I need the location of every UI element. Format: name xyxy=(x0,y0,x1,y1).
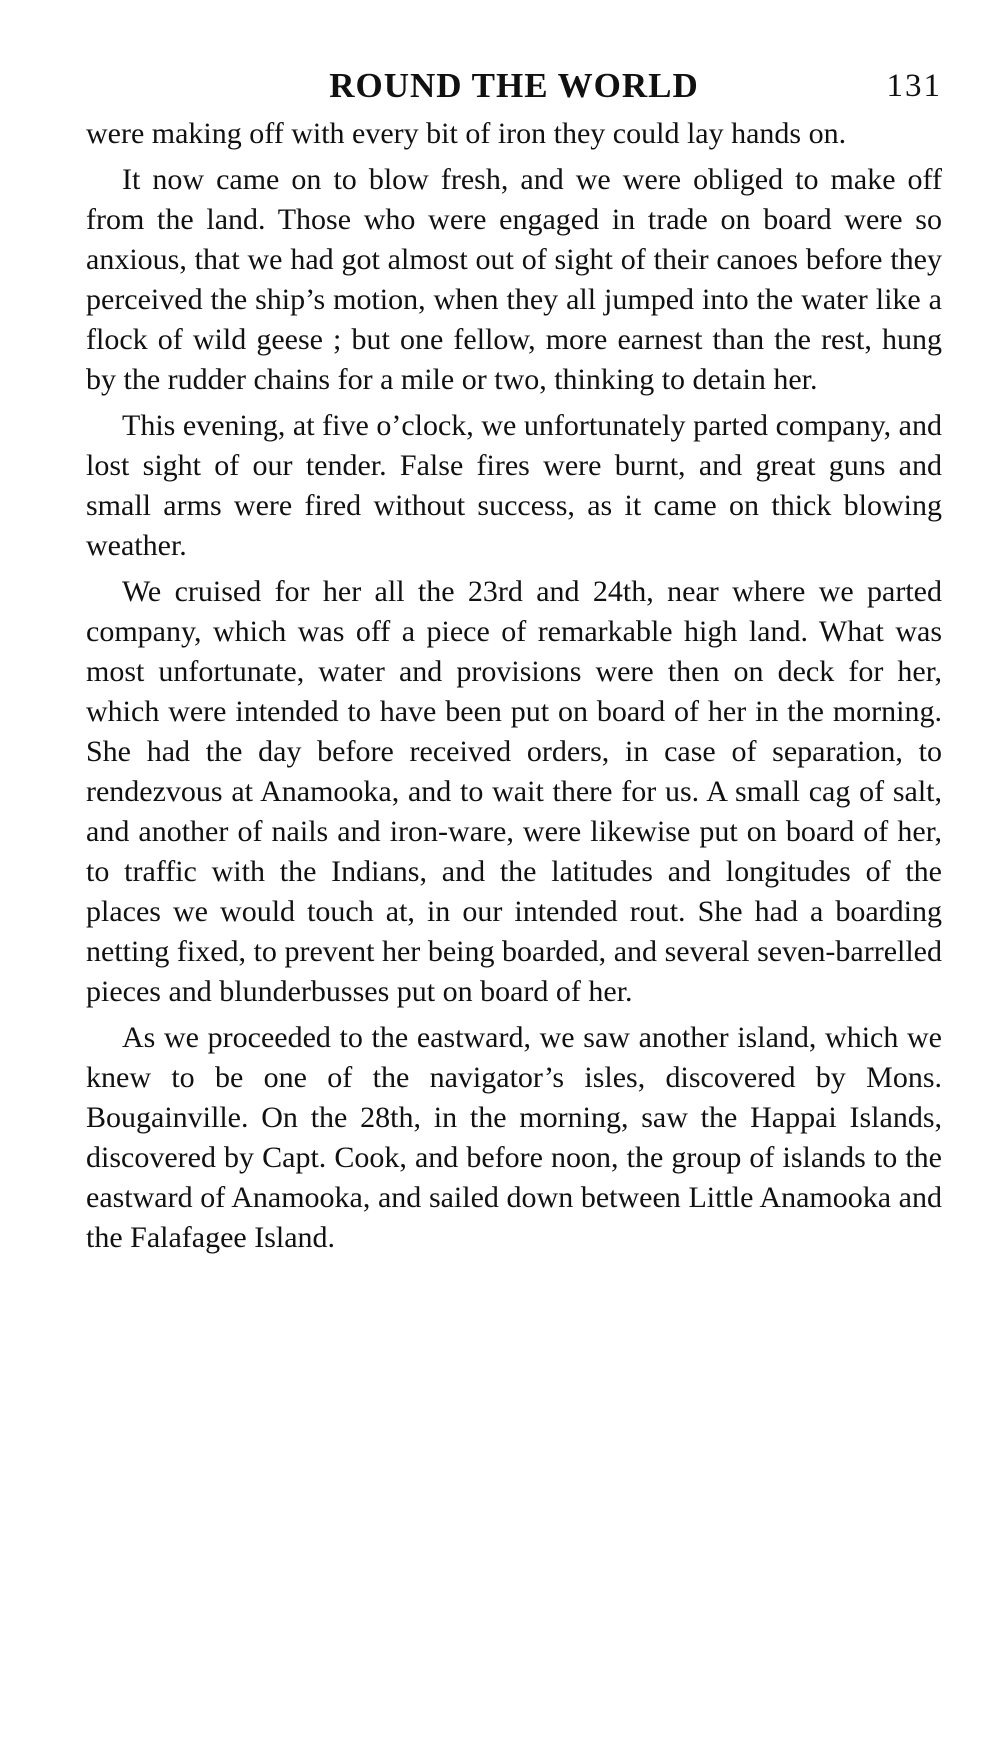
page-number: 131 xyxy=(886,68,942,104)
paragraph-eastward: As we proceeded to the eastward, we saw another island, which we knew to be one of the navigator’s isles, discovered by Mons. Bougainville. On the 28th, in the morning, saw the Happai Islands, discovered by Capt. Cook, and before noon, the group of islands to the eastward of Anamooka, and sailed down between Little Anamooka and the Falafagee Island. xyxy=(86,1021,942,1254)
running-header xyxy=(86,60,942,108)
paragraph-cruised: We cruised for her all the 23rd and 24th, near where we parted company, which was off a piece of remarkable high land. What was most unfortunate, water and provisions were then on deck for her, which were intended to have been put on board of her in the morning. She had the day before received orders, in case of separation, to rendezvous at Anamooka, and to wait there for us. A small cag of salt, and another of nails and iron-ware, were likewise put on board of her, to traffic with the Indians, and the latitudes and longitudes of the places we would touch at, in our intended rout. She had a boarding netting fixed, to prevent her being boarded, and several seven-barrelled pieces and blunderbusses put on board of her. xyxy=(86,575,942,1008)
paragraph-blow-fresh: It now came on to blow fresh, and we were obliged to make off from the land. Those who were engaged in trade on board were so anxious, that we had got almost out of sight of their canoes before they perceived the ship’s motion, when they all jumped into the water like a flock of wild geese ; but one fellow, more earnest than the rest, hung by the rudder chains for a mile or two, thinking to detain her. xyxy=(86,163,942,396)
running-title: ROUND THE WORLD xyxy=(329,66,699,105)
body-text xyxy=(86,114,942,1258)
paragraph-continuation: were making off with every bit of iron they could lay hands on. xyxy=(86,117,847,150)
paragraph-parted-company: This evening, at five o’clock, we unfortunately parted company, and lost sight of our tender. False fires were burnt, and great guns and small arms were fired without success, as it came on thick blowing weather. xyxy=(86,409,942,562)
book-page xyxy=(86,60,942,1264)
